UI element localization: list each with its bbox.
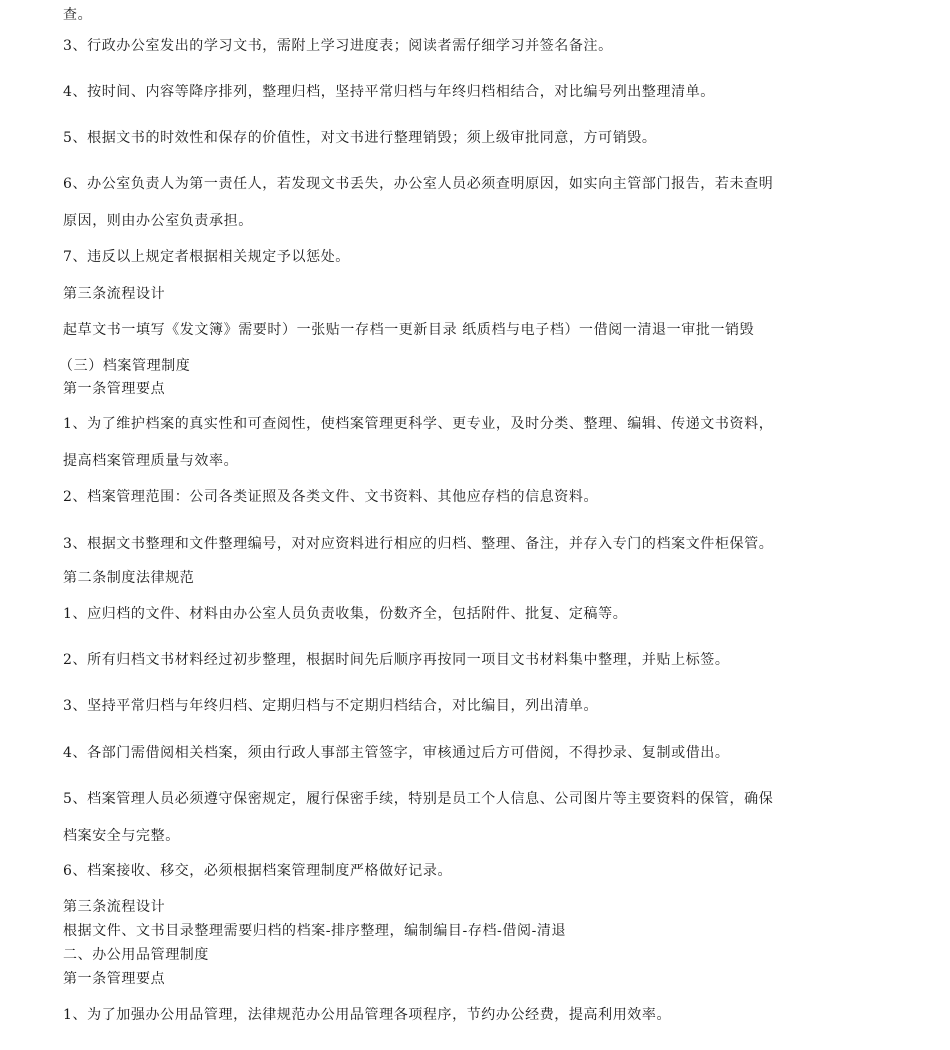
list-item: 1、为了加强办公用品管理，法律规范办公用品管理各项程序，节约办公经费，提高利用效率。	[63, 1007, 672, 1023]
text-line: 原因，则由办公室负责承担。	[63, 213, 253, 229]
section-heading: 第三条流程设计	[63, 899, 166, 915]
list-item: 1、应归档的文件、材料由办公室人员负责收集，份数齐全，包括附件、批复、定稿等。	[63, 606, 628, 622]
list-item: 4、按时间、内容等降序排列，整理归档，坚持平常归档与年终归档相结合，对比编号列出整理清单。	[63, 84, 715, 100]
section-heading: 第一条管理要点	[63, 971, 166, 987]
section-heading: 第三条流程设计	[63, 286, 166, 302]
text-line: 查。	[63, 7, 93, 23]
list-item: 5、档案管理人员必须遵守保密规定，履行保密手续，特别是员工个人信息、公司图片等主要资料的保管，确保	[63, 791, 774, 807]
section-heading: （三）档案管理制度	[59, 358, 191, 374]
list-item: 6、档案接收、移交，必须根据档案管理制度严格做好记录。	[63, 863, 453, 879]
process-flow: 起草文书一填写《发文簿》需要时）一张贴一存档一更新目录 纸质档与电子档）一借阅一清退一审批一销毁	[63, 322, 755, 338]
list-item: 3、根据文书整理和文件整理编号，对对应资料进行相应的归档、整理、备注，并存入专门的档案文件柜保管。	[63, 536, 774, 552]
list-item: 2、档案管理范围：公司各类证照及各类文件、文书资料、其他应存档的信息资料。	[63, 489, 599, 505]
section-heading: 二、办公用品管理制度	[63, 947, 209, 963]
section-heading: 第一条管理要点	[63, 381, 166, 397]
list-item: 1、为了维护档案的真实性和可查阅性，使档案管理更科学、更专业，及时分类、整理、编辑、传递文书资料，	[63, 416, 774, 432]
list-item: 6、办公室负责人为第一责任人，若发现文书丢失，办公室人员必须查明原因，如实向主管部门报告，若未查明	[63, 176, 774, 192]
list-item: 7、违反以上规定者根据相关规定予以惩处。	[63, 249, 350, 265]
process-flow: 根据文件、文书目录整理需要归档的档案-排序整理，编制编目-存档-借阅-清退	[63, 923, 567, 939]
list-item: 3、坚持平常归档与年终归档、定期归档与不定期归档结合，对比编目，列出清单。	[63, 698, 599, 714]
list-item: 5、根据文书的时效性和保存的价值性，对文书进行整理销毁；须上级审批同意，方可销毁。	[63, 130, 657, 146]
text-line: 档案安全与完整。	[63, 828, 180, 844]
list-item: 2、所有归档文书材料经过初步整理，根据时间先后顺序再按同一项目文书材料集中整理，并贴上标签。	[63, 652, 730, 668]
text-line: 提高档案管理质量与效率。	[63, 453, 239, 469]
section-heading: 第二条制度法律规范	[63, 570, 195, 586]
list-item: 4、各部门需借阅相关档案，须由行政人事部主管签字，审核通过后方可借阅，不得抄录、复制或借出。	[63, 745, 730, 761]
list-item: 3、行政办公室发出的学习文书，需附上学习进度表；阅读者需仔细学习并签名备注。	[63, 38, 613, 54]
